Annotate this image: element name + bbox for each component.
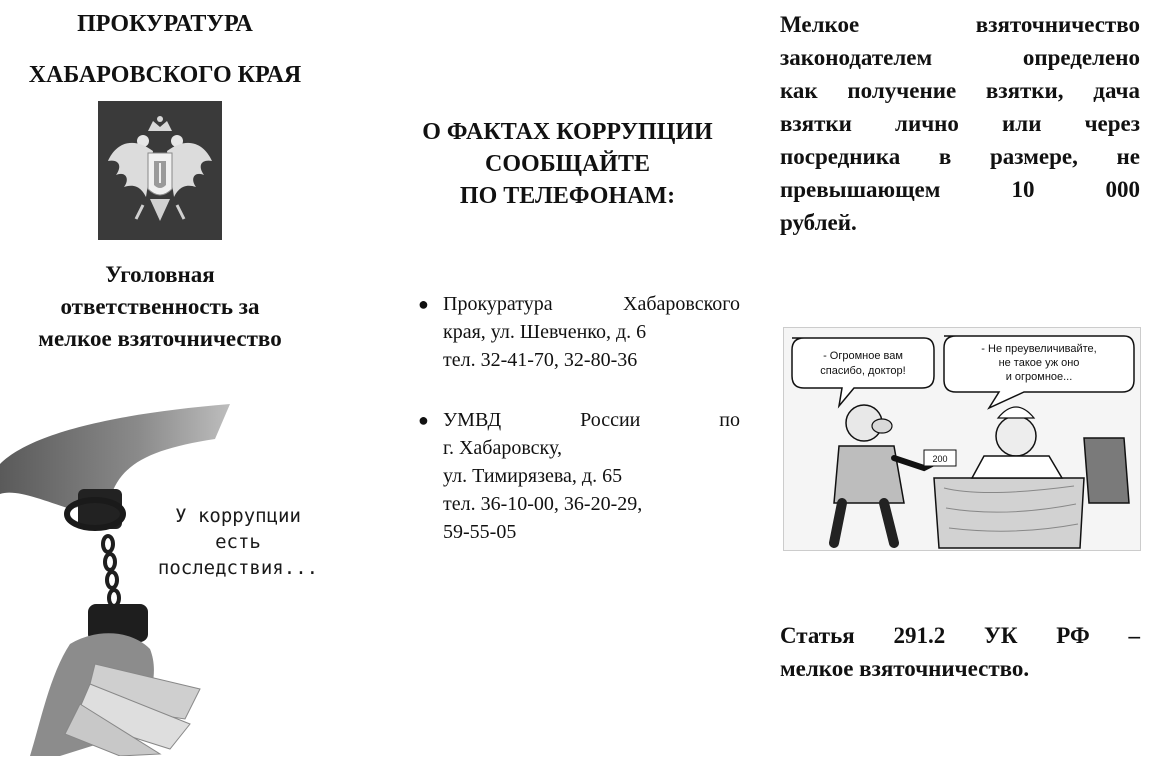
definition-line: законодателем определено — [780, 45, 1140, 70]
leaflet-slogan — [138, 503, 338, 581]
article-line: мелкое взяточничество. — [780, 656, 1030, 681]
definition-line: взятки лично или через — [780, 111, 1140, 136]
agency-title-line1: ПРОКУРАТУРА — [77, 11, 253, 37]
contact-line: г. Хабаровску, — [443, 437, 562, 459]
definition-line: рублей. — [780, 210, 857, 235]
criminal-code-article — [780, 619, 1140, 685]
bubble-right-line: - Не преувеличивайте, — [981, 343, 1097, 355]
bullet-icon: ● — [418, 410, 429, 430]
definition-line: посредника в размере, не — [780, 144, 1140, 169]
definition-line: как получение взятки, дача — [780, 78, 1140, 103]
report-corruption-title — [390, 116, 745, 212]
title-line: ПО ТЕЛЕФОНАМ: — [459, 183, 676, 209]
bubble-right-line: не такое уж оно — [998, 357, 1080, 369]
title-line: СООБЩАЙТЕ — [485, 151, 650, 177]
contact-prosecutor-office — [415, 290, 740, 374]
agency-title-line2: ХАБАРОВСКОГО КРАЯ — [28, 62, 302, 88]
leaflet-subtitle — [0, 259, 320, 355]
article-line: Статья 291.2 УК РФ – — [780, 623, 1140, 648]
bubble-left-line: спасибо, доктор! — [820, 365, 906, 377]
slogan-line: есть — [215, 531, 261, 553]
contacts-list — [415, 290, 740, 578]
contact-phone: тел. 36-10-00, 36-20-29, — [443, 493, 643, 515]
contact-phone: 59-55-05 — [443, 521, 517, 543]
subtitle-line: ответственность за — [60, 294, 260, 319]
contact-line: Прокуратура Хабаровского — [443, 293, 740, 315]
contact-line: УМВД России по — [443, 409, 740, 431]
bubble-left-line: - Огромное вам — [823, 350, 903, 362]
contact-line: ул. Тимирязева, д. 65 — [443, 465, 623, 487]
contact-umvd — [415, 406, 740, 546]
petty-bribery-definition — [780, 8, 1140, 239]
bribery-cartoon — [783, 327, 1141, 551]
subtitle-line: Уголовная — [105, 262, 215, 287]
definition-line: превышающем 10 000 — [780, 177, 1140, 202]
title-line: О ФАКТАХ КОРРУПЦИИ — [422, 119, 713, 145]
doctor-bribe-cartoon-icon — [784, 328, 1140, 550]
subtitle-line: мелкое взяточничество — [38, 326, 282, 351]
contact-line: края, ул. Шевченко, д. 6 — [443, 321, 647, 343]
bubble-right-line: и огромное... — [1005, 371, 1073, 383]
definition-line: Мелкое взяточничество — [780, 12, 1140, 37]
bullet-icon: ● — [418, 294, 429, 314]
banknote-value: 200 — [932, 454, 948, 464]
slogan-line: последствия... — [157, 557, 319, 579]
prosecutor-emblem — [98, 101, 222, 240]
double-headed-eagle-icon — [98, 101, 222, 240]
contact-phone: тел. 32-41-70, 32-80-36 — [443, 349, 638, 371]
slogan-line: У коррупции — [175, 505, 301, 527]
